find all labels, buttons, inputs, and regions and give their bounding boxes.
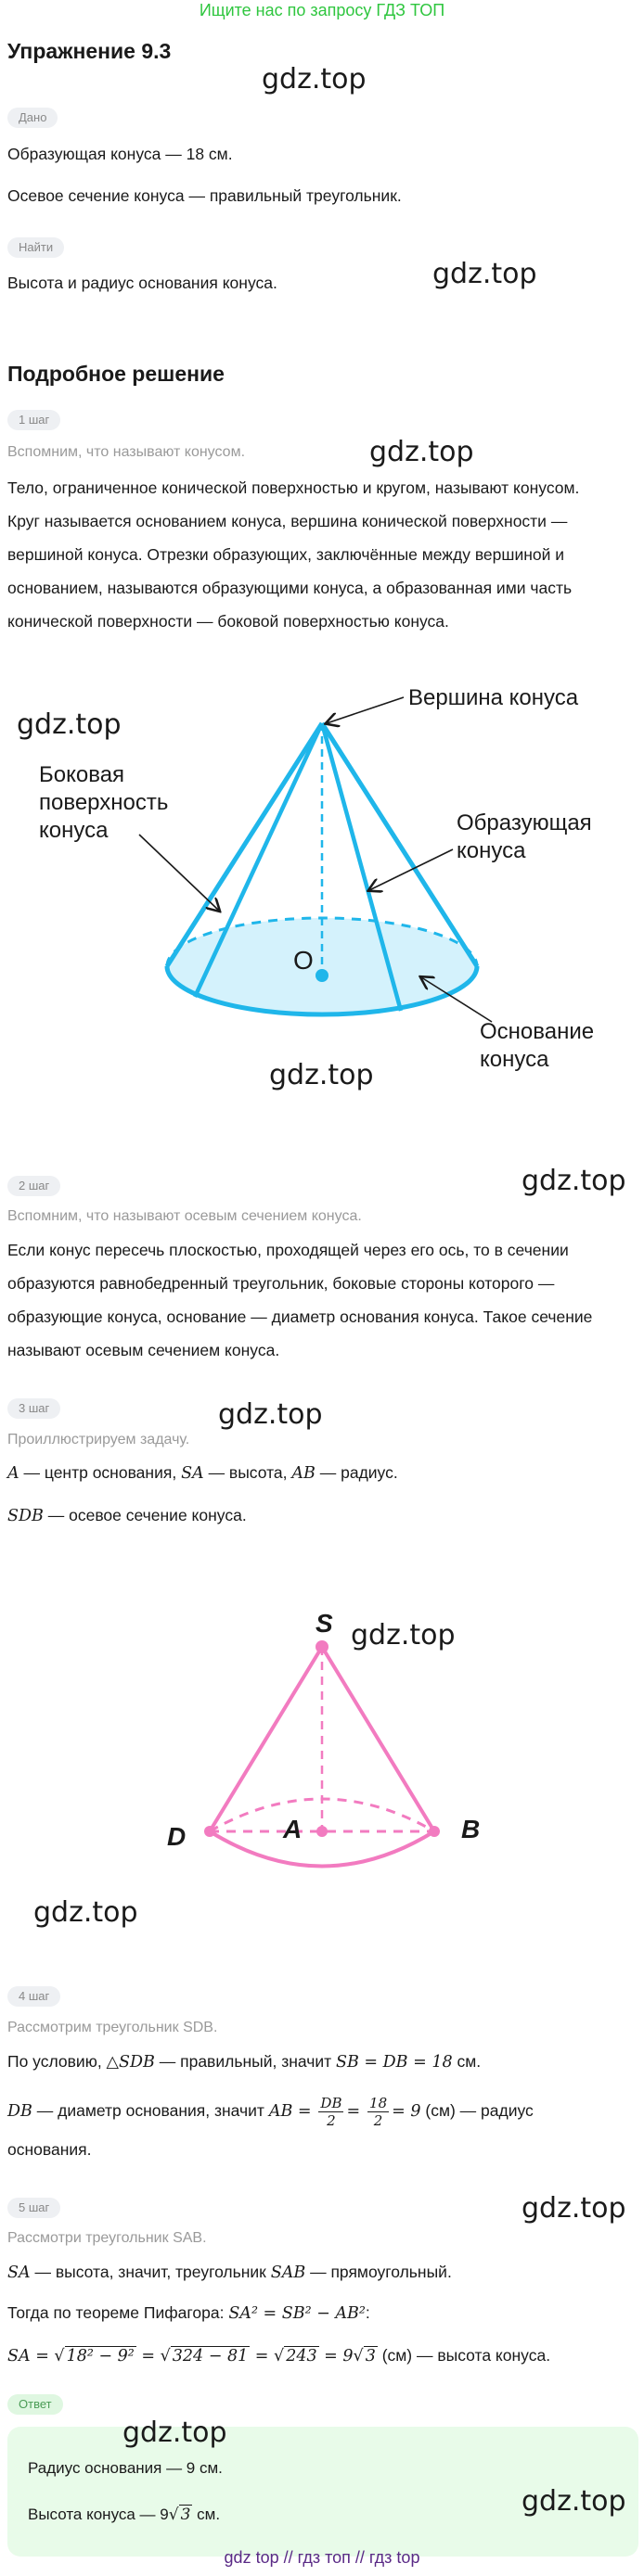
step5-line-3: SA = √ 18² − 9² = √ 324 − 81 = √ 243 = 9√ 3 (см) — высота конуса. <box>7 2346 551 2366</box>
answer-1: Радиус основания — 9 см. <box>28 2459 223 2477</box>
answer-2: Высота конуса — 9√ 3 см. <box>28 2506 221 2524</box>
step-hint: Рассмотри треугольник SAB. <box>7 2230 207 2246</box>
lateral-arrow <box>139 835 219 911</box>
watermark: gdz.top <box>522 2485 626 2518</box>
label-A: A <box>283 1815 303 1843</box>
step1-line: Тело, ограниченное конической поверхностью и кругом, называют конусом. <box>7 478 580 497</box>
given-2: Осевое сечение конуса — правильный треугольник. <box>7 186 402 205</box>
watermark: gdz.top <box>17 708 122 741</box>
watermark: gdz.top <box>351 1619 456 1651</box>
step-hint: Вспомним, что называют конусом. <box>7 444 246 460</box>
step-hint: Проиллюстрируем задачу. <box>7 1432 190 1447</box>
watermark: gdz.top <box>522 1165 626 1197</box>
label-apex: Вершина конуса <box>408 685 579 710</box>
label-generatrix: Образующая <box>457 810 592 835</box>
point-A <box>316 1826 328 1837</box>
step2-line: образующие конуса, основание — диаметр основания конуса. Такое сечение <box>7 1307 593 1326</box>
step-chip: 5 шаг <box>7 2198 60 2218</box>
edge-SB <box>322 1647 434 1831</box>
label-base: Основание <box>480 1019 595 1044</box>
answer-chip: Ответ <box>7 2394 63 2415</box>
label-lateral: конуса <box>39 818 109 843</box>
label-center: O <box>293 946 314 975</box>
step2-line: образуются равнобедренный треугольник, боковые стороны которого — <box>7 1274 555 1293</box>
edge-SD <box>210 1647 322 1831</box>
given-chip: Дано <box>7 108 58 128</box>
step-chip: 4 шаг <box>7 1986 60 2007</box>
watermark: gdz.top <box>369 436 474 468</box>
step2-line: Если конус пересечь плоскостью, проходящей через его ось, то в сечении <box>7 1241 569 1259</box>
solution-title: Подробное решение <box>7 362 225 386</box>
step1-line: основанием, называются образующими конуса, а образованная ими часть <box>7 579 573 597</box>
label-B: B <box>461 1815 481 1843</box>
footer-links[interactable]: gdz top // гдз топ // гдз top <box>224 2548 420 2567</box>
apex-arrow <box>327 697 404 723</box>
step5-line-2: Тогда по теореме Пифагора: SA² = SB² − AB²: <box>7 2303 370 2323</box>
watermark: gdz.top <box>432 258 537 290</box>
step4-line-1: По условию, △SDB — правильный, значит SB = DB = 18 см. <box>7 2052 482 2072</box>
step-chip: 3 шаг <box>7 1398 60 1419</box>
step1-line: вершиной конуса. Отрезки образующих, заключённые между вершиной и <box>7 545 565 564</box>
step-chip: 1 шаг <box>7 410 60 430</box>
step2-line: называют осевым сечением конуса. <box>7 1341 280 1359</box>
point-S <box>316 1640 328 1653</box>
step5-line-1: SA — высота, значит, треугольник SAB — прямоугольный. <box>7 2263 452 2282</box>
step-hint: Рассмотрим треугольник SDB. <box>7 2020 218 2035</box>
label-generatrix: конуса <box>457 838 526 863</box>
watermark: gdz.top <box>33 1896 138 1929</box>
label-lateral: поверхность <box>39 790 169 815</box>
label-D: D <box>167 1822 187 1851</box>
step1-line: конической поверхности — боковой поверхностью конуса. <box>7 612 449 631</box>
fraction: $\frac{18}{2}$ <box>369 2094 388 2129</box>
step4-line-2: DB — диаметр основания, значит AB = $\frac{DB}{2}$ = $\frac{18}{2}$ = 9 (см) — радиус <box>7 2094 534 2129</box>
label-S: S <box>316 1609 333 1638</box>
point-B <box>429 1826 440 1837</box>
step4-line-3: основания. <box>7 2140 92 2159</box>
watermark: gdz.top <box>218 1398 323 1431</box>
fraction: $\frac{DB}{2}$ <box>320 2094 342 2129</box>
step1-line: Круг называется основанием конуса, вершина конической поверхности — <box>7 512 568 530</box>
top-banner[interactable]: Ищите нас по запросу ГДЗ ТОП <box>199 1 445 19</box>
label-base: конуса <box>480 1047 549 1072</box>
watermark: gdz.top <box>122 2417 227 2449</box>
watermark: gdz.top <box>522 2192 626 2225</box>
step-hint: Вспомним, что называют осевым сечением конуса. <box>7 1208 362 1224</box>
step3-line-2: SDB — осевое сечение конуса. <box>7 1506 247 1525</box>
step-chip: 2 шаг <box>7 1176 60 1196</box>
center-point <box>316 969 328 982</box>
find-1: Высота и радиус основания конуса. <box>7 274 277 292</box>
watermark: gdz.top <box>269 1059 374 1091</box>
axial-section-diagram <box>0 1576 644 1882</box>
page-title: Упражнение 9.3 <box>7 39 172 63</box>
given-1: Образующая конуса — 18 см. <box>7 145 233 163</box>
watermark: gdz.top <box>262 63 367 96</box>
generatrix-arrow <box>369 849 453 890</box>
step3-line-1: A — центр основания, SA — высота, AB — радиус. <box>7 1463 398 1483</box>
find-chip: Найти <box>7 237 64 258</box>
label-lateral: Боковая <box>39 762 125 787</box>
point-D <box>204 1826 215 1837</box>
